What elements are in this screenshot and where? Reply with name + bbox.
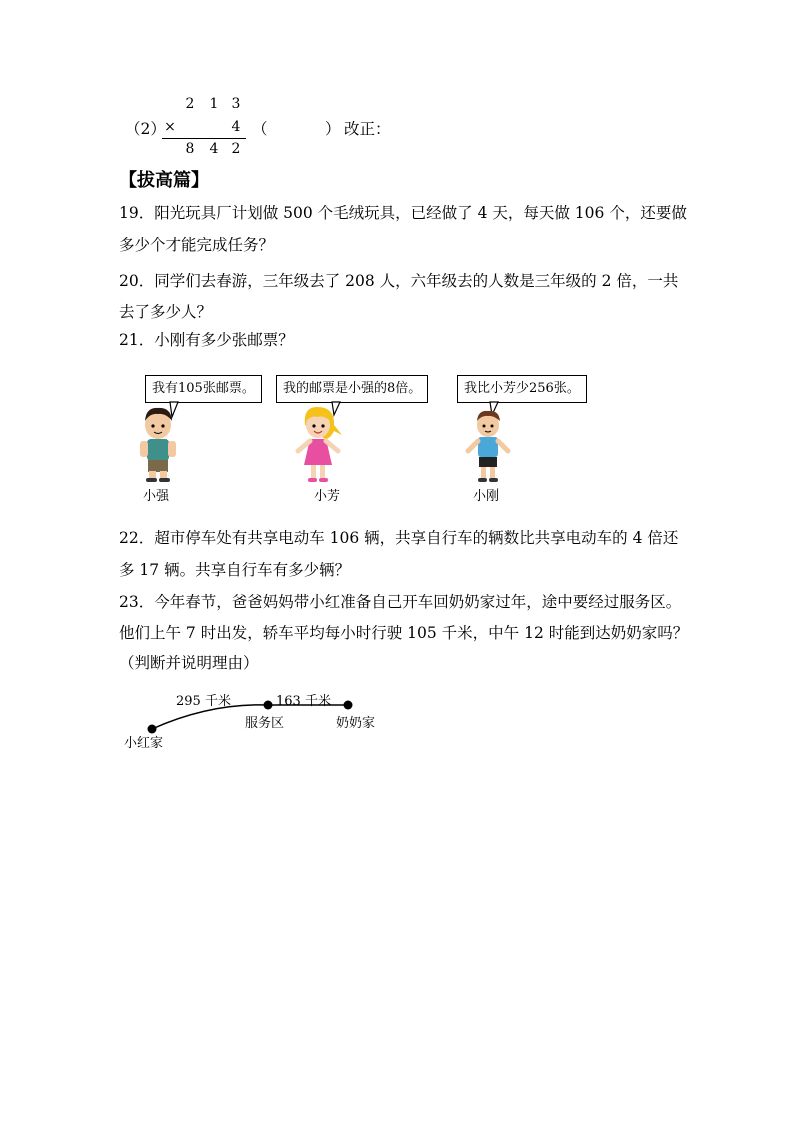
- q23-line2: 他们上午 7 时出发，轿车平均每小时行驶 105 千米，中午 12 时能到达奶奶家吗？: [119, 624, 689, 642]
- fix-label: 改正：: [344, 120, 391, 138]
- boy-xiaogang-figure: [468, 411, 508, 482]
- label-grandma-home: 奶奶家: [336, 716, 376, 731]
- q22-line2: 多 17 辆。共享自行车有多少辆？: [119, 561, 351, 579]
- speech-xiaofang: 我的邮票是小强的8倍。: [283, 381, 422, 396]
- label-xiaohong-home: 小红家: [124, 736, 164, 751]
- answer-blank[interactable]: [268, 120, 328, 140]
- q23-line1: 23．今年春节，爸爸妈妈带小红准备自己开车回奶奶家过年，途中要经过服务区。: [119, 593, 682, 611]
- result-digit-3: 2: [231, 141, 241, 157]
- speech-xiaoqiang: 我有105张邮票。: [152, 381, 255, 396]
- q19-line2: 多少个才能完成任务？: [119, 236, 275, 254]
- times-sign: ×: [164, 119, 176, 135]
- label-service-area: 服务区: [245, 716, 285, 731]
- point-end: [344, 701, 353, 710]
- q21: 21．小刚有多少张邮票？: [119, 331, 294, 349]
- top-digit-3: 3: [231, 96, 241, 112]
- segment2-distance: 163 千米: [276, 694, 331, 709]
- q19-line1: 19．阳光玩具厂计划做 500 个毛绒玩具，已经做了 4 天，每天做 106 个，还要做: [119, 204, 687, 222]
- result-digit-1: 8: [185, 141, 195, 157]
- top-digit-1: 2: [185, 96, 195, 112]
- segment1-distance: 295 千米: [176, 694, 231, 709]
- answer-paren-open: （: [252, 120, 268, 138]
- name-xiaoqiang: 小强: [143, 489, 170, 504]
- top-digit-2: 1: [209, 96, 219, 112]
- q20-line1: 20．同学们去春游，三年级去了 208 人，六年级去的人数是三年级的 2 倍，一共: [119, 272, 679, 290]
- boy-xiaoqiang-figure: [140, 408, 176, 482]
- multiplier-digit: 4: [231, 119, 241, 135]
- problem-2-label: （2）: [125, 120, 166, 138]
- answer-paren-close: ）: [325, 120, 341, 138]
- girl-xiaofang-figure: [298, 407, 342, 482]
- q22-line1: 22．超市停车处有共享电动车 106 辆，共享自行车的辆数比共享电动车的 4 倍还: [119, 529, 679, 547]
- bubble-tail-1: [170, 402, 178, 417]
- name-xiaogang: 小刚: [473, 489, 500, 504]
- bubble-tail-2: [332, 402, 340, 415]
- speech-xiaogang: 我比小芳少256张。: [464, 381, 580, 396]
- multiplication-line: [162, 138, 246, 139]
- section-title: 【拔高篇】: [119, 170, 209, 191]
- q20-line2: 去了多少人？: [119, 303, 213, 321]
- result-digit-2: 4: [209, 141, 219, 157]
- name-xiaofang: 小芳: [314, 489, 341, 504]
- q23-line3: （判断并说明理由）: [119, 654, 259, 672]
- kids-figures: [120, 395, 540, 490]
- point-middle: [264, 701, 273, 710]
